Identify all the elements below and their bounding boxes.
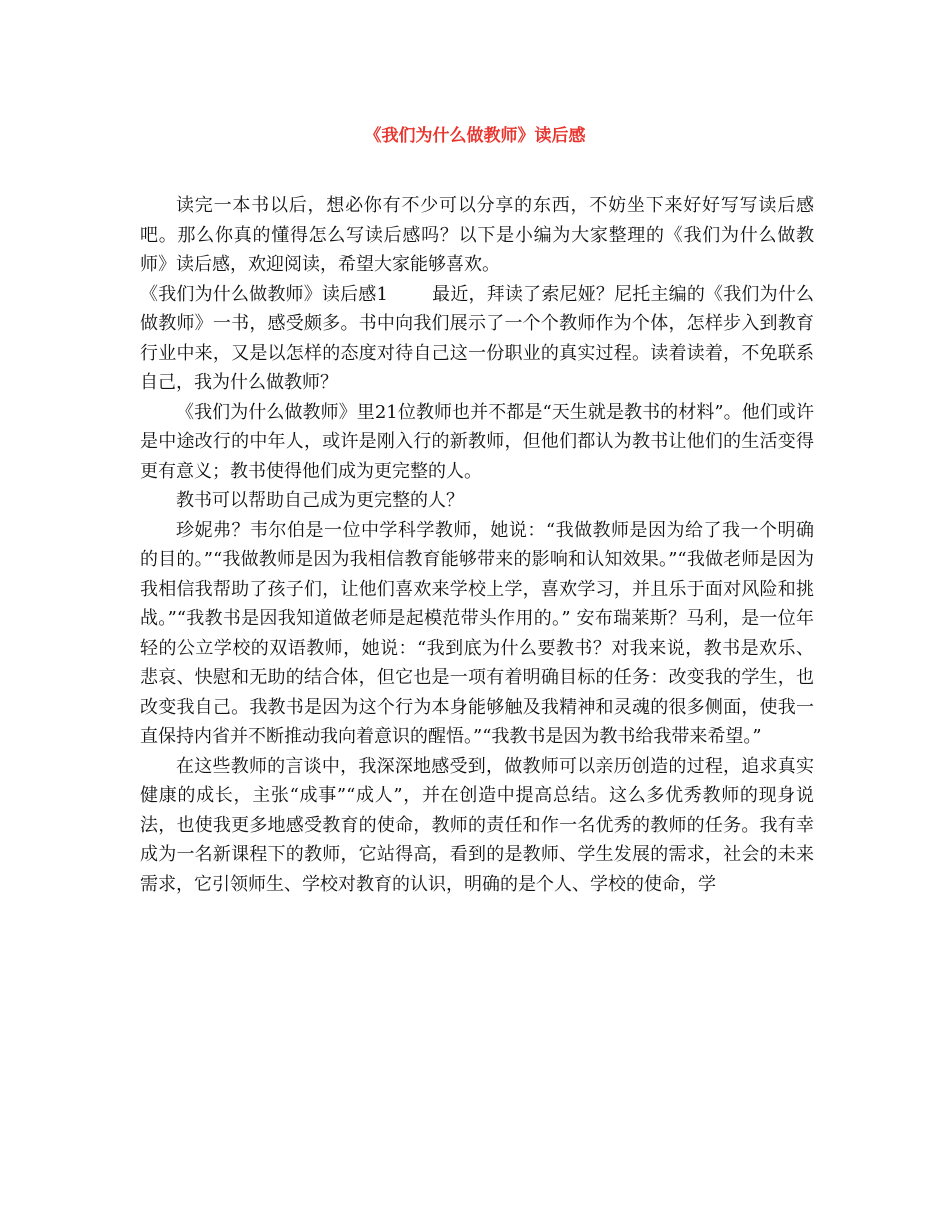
paragraph-reflection: 在这些教师的言谈中，我深深地感受到，做教师可以亲历创造的过程，追求真实健康的成长，主张“成事”“成人”，并在创造中提高总结。这么多优秀教师的现身说法，也使我更多地感受教育的使命，教师的责任和作一名优秀的教师的任务。我有幸成为一名新课程下的教师，它站得高，看到的是教师、学生发展的需求，社会的未来需求，它引领师生、学校对教育的认识，明确的是个人、学校的使命，学 — [140, 755, 814, 895]
section-1-text: 最近，拜读了索尼娅？尼托主编的《我们为什么做教师》一书，感受颇多。书中向我们展示了一个个教师作为个体，怎样步入到教育行业中来，又是以怎样的态度对待自己这一份职业的真实过程。读着读着，不免联系自己，我为什么做教师？ — [140, 283, 815, 393]
paragraph-teachers: 《我们为什么做教师》里21位教师也并不都是“天生就是教书的材料”。他们或许是中途改行的中年人，或许是刚入行的新教师，但他们都认为教书让他们的生活变得更有意义；教书使得他们成为更完整的人。 — [140, 401, 814, 482]
paragraph-intro: 读完一本书以后，想必你有不少可以分享的东西，不妨坐下来好好写写读后感吧。那么你真的懂得怎么写读后感吗？以下是小编为大家整理的《我们为什么做教师》读后感，欢迎阅读，希望大家能够喜欢。 — [140, 195, 814, 275]
document-title: 《我们为什么做教师》读后感 — [364, 126, 586, 146]
section-heading: 《我们为什么做教师》读后感1 — [140, 283, 388, 305]
document-body — [140, 191, 814, 899]
paragraph-section-1 — [140, 280, 814, 398]
paragraph-quotes: 珍妮弗？韦尔伯是一位中学科学教师，她说：“我做教师是因为给了我一个明确的目的。”“我做教师是因为我相信教育能够带来的影响和认知效果。”“我做老师是因为我相信我帮助了孩子们，让他们喜欢来学校上学，喜欢学习，并且乐于面对风险和挑战。”“我教书是因我知道做老师是起模范带头作用的。” 安布瑞莱斯？马利，是一位年轻的公立学校的双语教师，她说：“我到底为什么要教书？对我来说，教书是欢乐、悲哀、快慰和无助的结合体，但它也是一项有着明确目标的任务：改变我的学生，也改变我自己。我教书是因为这个行为本身能够触及我精神和灵魂的很多侧面，使我一直保持内省并不断推动我向着意识的醒悟。”“我教书是因为教书给我带来希望。” — [140, 519, 814, 747]
paragraph-question: 教书可以帮助自己成为更完整的人？ — [176, 490, 464, 511]
